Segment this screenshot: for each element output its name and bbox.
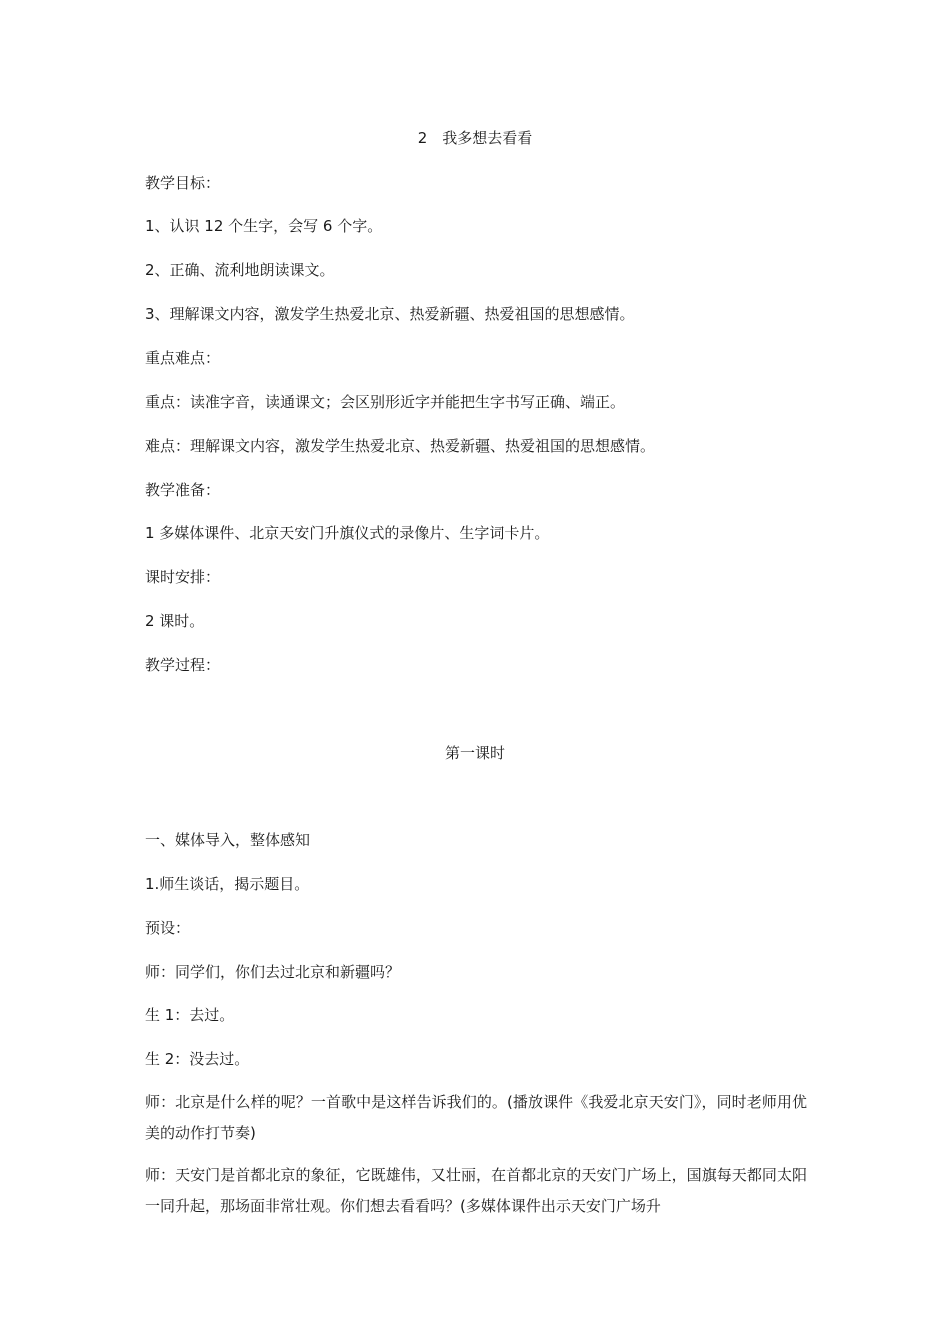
preset-label: 预设： — [145, 919, 191, 937]
goal-3: 3、理解课文内容，激发学生热爱北京、热爱新疆、热爱祖国的思想感情。 — [145, 305, 635, 323]
prep-heading: 教学准备： — [145, 481, 221, 499]
dialogue-student-1: 生 1：去过。 — [145, 1006, 235, 1024]
key-heading: 重点难点： — [145, 349, 221, 367]
difficult-point: 难点：理解课文内容，激发学生热爱北京、热爱新疆、热爱祖国的思想感情。 — [145, 437, 656, 455]
goal-1: 1、认识 12 个生字，会写 6 个字。 — [145, 217, 383, 235]
goals-heading: 教学目标： — [145, 174, 221, 192]
dialogue-student-2: 生 2：没去过。 — [145, 1050, 250, 1068]
lesson-title: 2 我多想去看看 — [417, 129, 533, 147]
prep-item: 1 多媒体课件、北京天安门升旗仪式的录像片、生字词卡片。 — [145, 524, 550, 542]
goal-2: 2、正确、流利地朗读课文。 — [145, 261, 335, 279]
step-heading: 一、媒体导入，整体感知 — [145, 831, 311, 849]
process-heading: 教学过程： — [145, 656, 221, 674]
dialogue-teacher-2: 师：北京是什么样的呢？一首歌中是这样告诉我们的。(播放课件《我爱北京天安门》，同时老师用优美的动作打节奏) — [145, 1093, 807, 1142]
schedule-value: 2 课时。 — [145, 612, 205, 630]
key-point: 重点：读准字音，读通课文；会区别形近字并能把生字书写正确、端正。 — [145, 393, 626, 411]
dialogue-teacher-1: 师：同学们，你们去过北京和新疆吗？ — [145, 963, 401, 981]
section-title: 第一课时 — [444, 744, 505, 762]
schedule-heading: 课时安排： — [145, 568, 221, 586]
dialogue-teacher-3: 师：天安门是首都北京的象征，它既雄伟，又壮丽，在首都北京的天安门广场上，国旗每天都同太阳一同升起，那场面非常壮观。你们想去看看吗？(多媒体课件出示天安门广场升 — [145, 1166, 807, 1215]
step-item: 1.师生谈话，揭示题目。 — [145, 875, 310, 893]
